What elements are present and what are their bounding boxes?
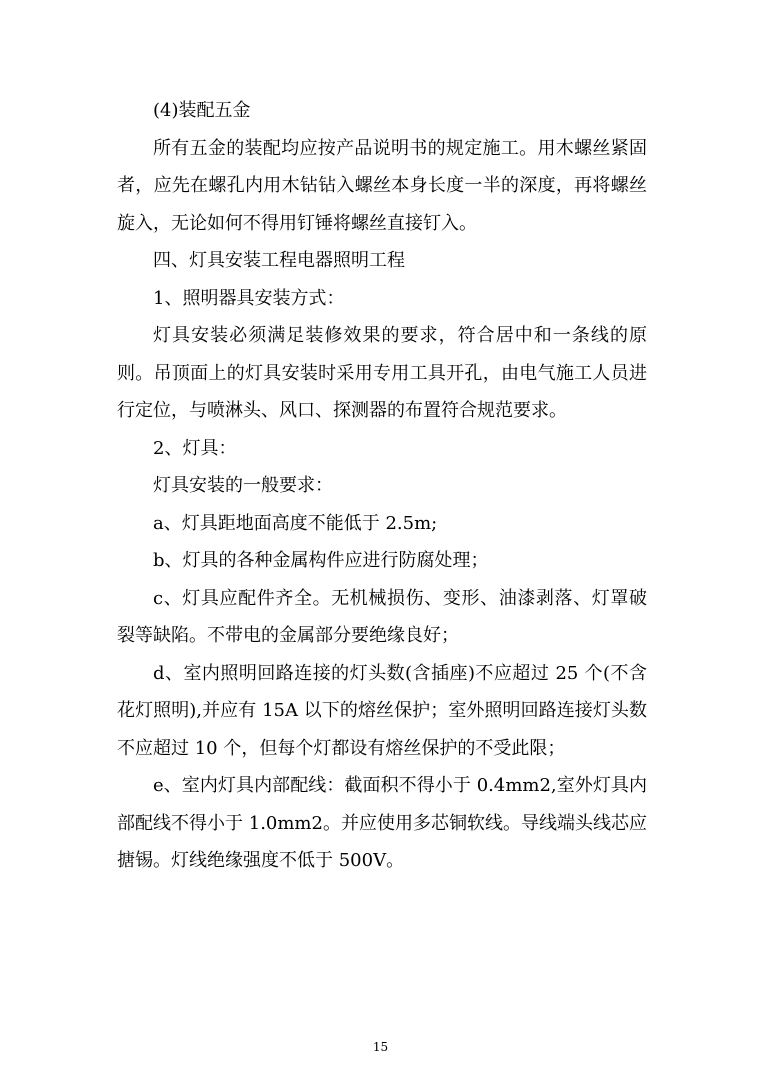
requirement-item-d: d、室内照明回路连接的灯头数(含插座)不应超过 25 个(不含花灯照明),并应有 15A 以下的熔丝保护；室外照明回路连接灯头数不应超过 10 个，但每个灯都设有熔丝保护的不受此限； (117, 662, 647, 759)
section-heading-hardware-assembly: (4)装配五金 (153, 100, 251, 121)
subheading-general-requirements: 灯具安装的一般要求： (153, 475, 333, 496)
requirement-item-c: c、灯具应配件齐全。无机械损伤、变形、油漆剥落、灯罩破裂等缺陷。不带电的金属部分要绝缘良好； (117, 587, 647, 646)
paragraph-installation-method: 灯具安装必须满足装修效果的要求，符合居中和一条线的原则。吊顶面上的灯具安装时采用专用工具开孔，由电气施工人员进行定位，与喷淋头、风口、探测器的布置符合规范要求。 (117, 325, 647, 421)
subheading-installation-method: 1、照明器具安装方式： (153, 287, 345, 309)
requirement-item-a: a、灯具距地面高度不能低于 2.5m; (153, 512, 438, 534)
requirement-item-b: b、灯具的各种金属构件应进行防腐处理； (153, 550, 489, 571)
section-heading-lighting-installation: 四、灯具安装工程电器照明工程 (153, 250, 405, 271)
requirement-item-e: e、室内灯具内部配线：截面积不得小于 0.4mm2,室外灯具内部配线不得小于 1.0mm2。并应使用多芯铜软线。导线端头线芯应搪锡。灯线绝缘强度不低于 500V。 (117, 775, 647, 871)
subheading-fixtures: 2、灯具： (153, 437, 237, 459)
page-number: 15 (372, 1040, 389, 1054)
paragraph-hardware-assembly: 所有五金的装配均应按产品说明书的规定施工。用木螺丝紧固者，应先在螺孔内用木钻钻入螺丝本身长度一半的深度，再将螺丝旋入，无论如何不得用钉锤将螺丝直接钉入。 (117, 137, 647, 234)
document-body (117, 92, 647, 880)
